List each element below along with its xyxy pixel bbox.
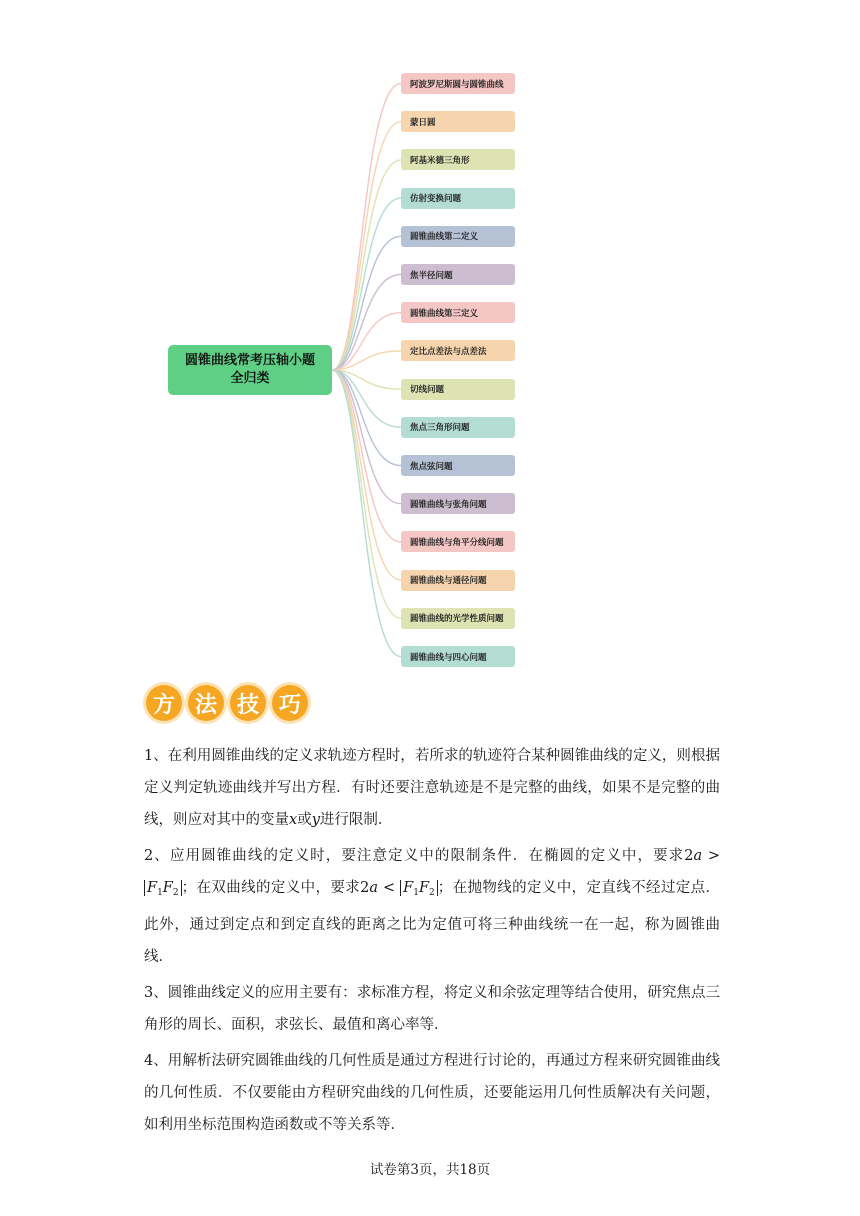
method-tips — [144, 740, 720, 1145]
mind-map-branch: 圆锥曲线与通径问题 — [401, 570, 515, 591]
page-footer: 试卷第3页，共18页 — [369, 1162, 491, 1178]
math-sub: 2 — [429, 888, 435, 898]
math-F: F — [418, 880, 429, 896]
or-text: 或 — [297, 812, 312, 828]
mind-map-branch: 圆锥曲线与角平分线问题 — [401, 531, 515, 552]
mind-map-branch: 圆锥曲线与张角问题 — [401, 493, 515, 514]
math-F: F — [147, 880, 158, 896]
section-banner — [144, 681, 310, 725]
math-F: F — [403, 880, 414, 896]
tip-1-text: 1、在利用圆锥曲线的定义求轨迹方程时，若所求的轨迹符合某种圆锥曲线的定义，则根据定义判定轨迹曲线并写出方程．有时还要注意轨迹是不是完整的曲线，如果不是完整的曲线，则应对其中的变量 — [144, 748, 720, 828]
banner-char: 法 — [188, 685, 224, 721]
math-a: a — [693, 848, 703, 864]
var-x: x — [289, 812, 298, 828]
mind-map-branch: 焦点弦问题 — [401, 455, 515, 476]
mind-map-connector — [332, 370, 401, 504]
mind-map-branch: 蒙日圆 — [401, 111, 515, 132]
mind-map-branch: 仿射变换问题 — [401, 188, 515, 209]
tip-paragraph-4: 4、用解析法研究圆锥曲线的几何性质是通过方程进行讨论的，再通过方程来研究圆锥曲线的几何性质．不仅要能由方程研究曲线的几何性质，还要能运用几何性质解决有关问题，如利用坐标范围构造函数或不等关系等． — [144, 1053, 720, 1133]
var-y: y — [311, 812, 320, 828]
mind-map-branch: 圆锥曲线第三定义 — [401, 302, 515, 323]
mind-map-branch: 焦半径问题 — [401, 264, 515, 285]
abs-f1f2 — [144, 880, 182, 896]
math-a: a — [369, 880, 379, 896]
mind-map-branch: 圆锥曲线第二定义 — [401, 226, 515, 247]
mind-map-connector — [332, 236, 401, 370]
tip-paragraph-1 — [144, 740, 720, 836]
math-sub: 1 — [413, 888, 419, 898]
mind-map-root-label: 圆锥曲线常考压轴小题全归类 — [184, 353, 315, 386]
math-digit: 2 — [360, 880, 370, 896]
banner-char: 技 — [230, 685, 266, 721]
hyperbola-condition — [360, 880, 438, 896]
tip-1-tail: 进行限制． — [319, 812, 393, 828]
mind-map-branch: 切线问题 — [401, 379, 515, 400]
math-digit: 2 — [684, 848, 694, 864]
tip-2-mid: ；在双曲线的定义中，要求 — [181, 880, 361, 896]
math-lt: < — [378, 880, 401, 896]
banner-char: 方 — [146, 685, 182, 721]
math-gt: > — [702, 848, 720, 864]
mind-map-branch: 圆锥曲线的光学性质问题 — [401, 608, 515, 629]
abs-f1f2 — [400, 880, 438, 896]
mind-map-branch: 阿波罗尼斯圆与圆锥曲线 — [401, 73, 515, 94]
math-sub: 2 — [172, 888, 179, 898]
mind-map-connector — [332, 84, 401, 371]
banner-char: 巧 — [272, 685, 308, 721]
math-F: F — [162, 880, 173, 896]
tip-2-text: 2、应用圆锥曲线的定义时，要注意定义中的限制条件．在椭圆的定义中，要求 — [144, 848, 685, 864]
tip-2-tail: ；在抛物线的定义中，定直线不经过定点．此外，通过到定点和到定直线的距离之比为定值可将三种曲线统一在一起，称为圆锥曲线． — [144, 880, 721, 965]
tip-paragraph-2 — [144, 840, 720, 973]
mind-map-branch: 定比点差法与点差法 — [401, 340, 515, 361]
mind-map-connector — [332, 370, 401, 657]
mind-map-branch: 焦点三角形问题 — [401, 417, 515, 438]
math-sub: 1 — [157, 888, 163, 898]
mind-map-branch: 阿基米德三角形 — [401, 149, 515, 170]
tip-paragraph-3: 3、圆锥曲线定义的应用主要有：求标准方程，将定义和余弦定理等结合使用，研究焦点三角形的周长、面积，求弦长、最值和离心率等． — [144, 985, 720, 1033]
mind-map-root — [168, 345, 332, 395]
mind-map-branch: 圆锥曲线与四心问题 — [401, 646, 515, 667]
